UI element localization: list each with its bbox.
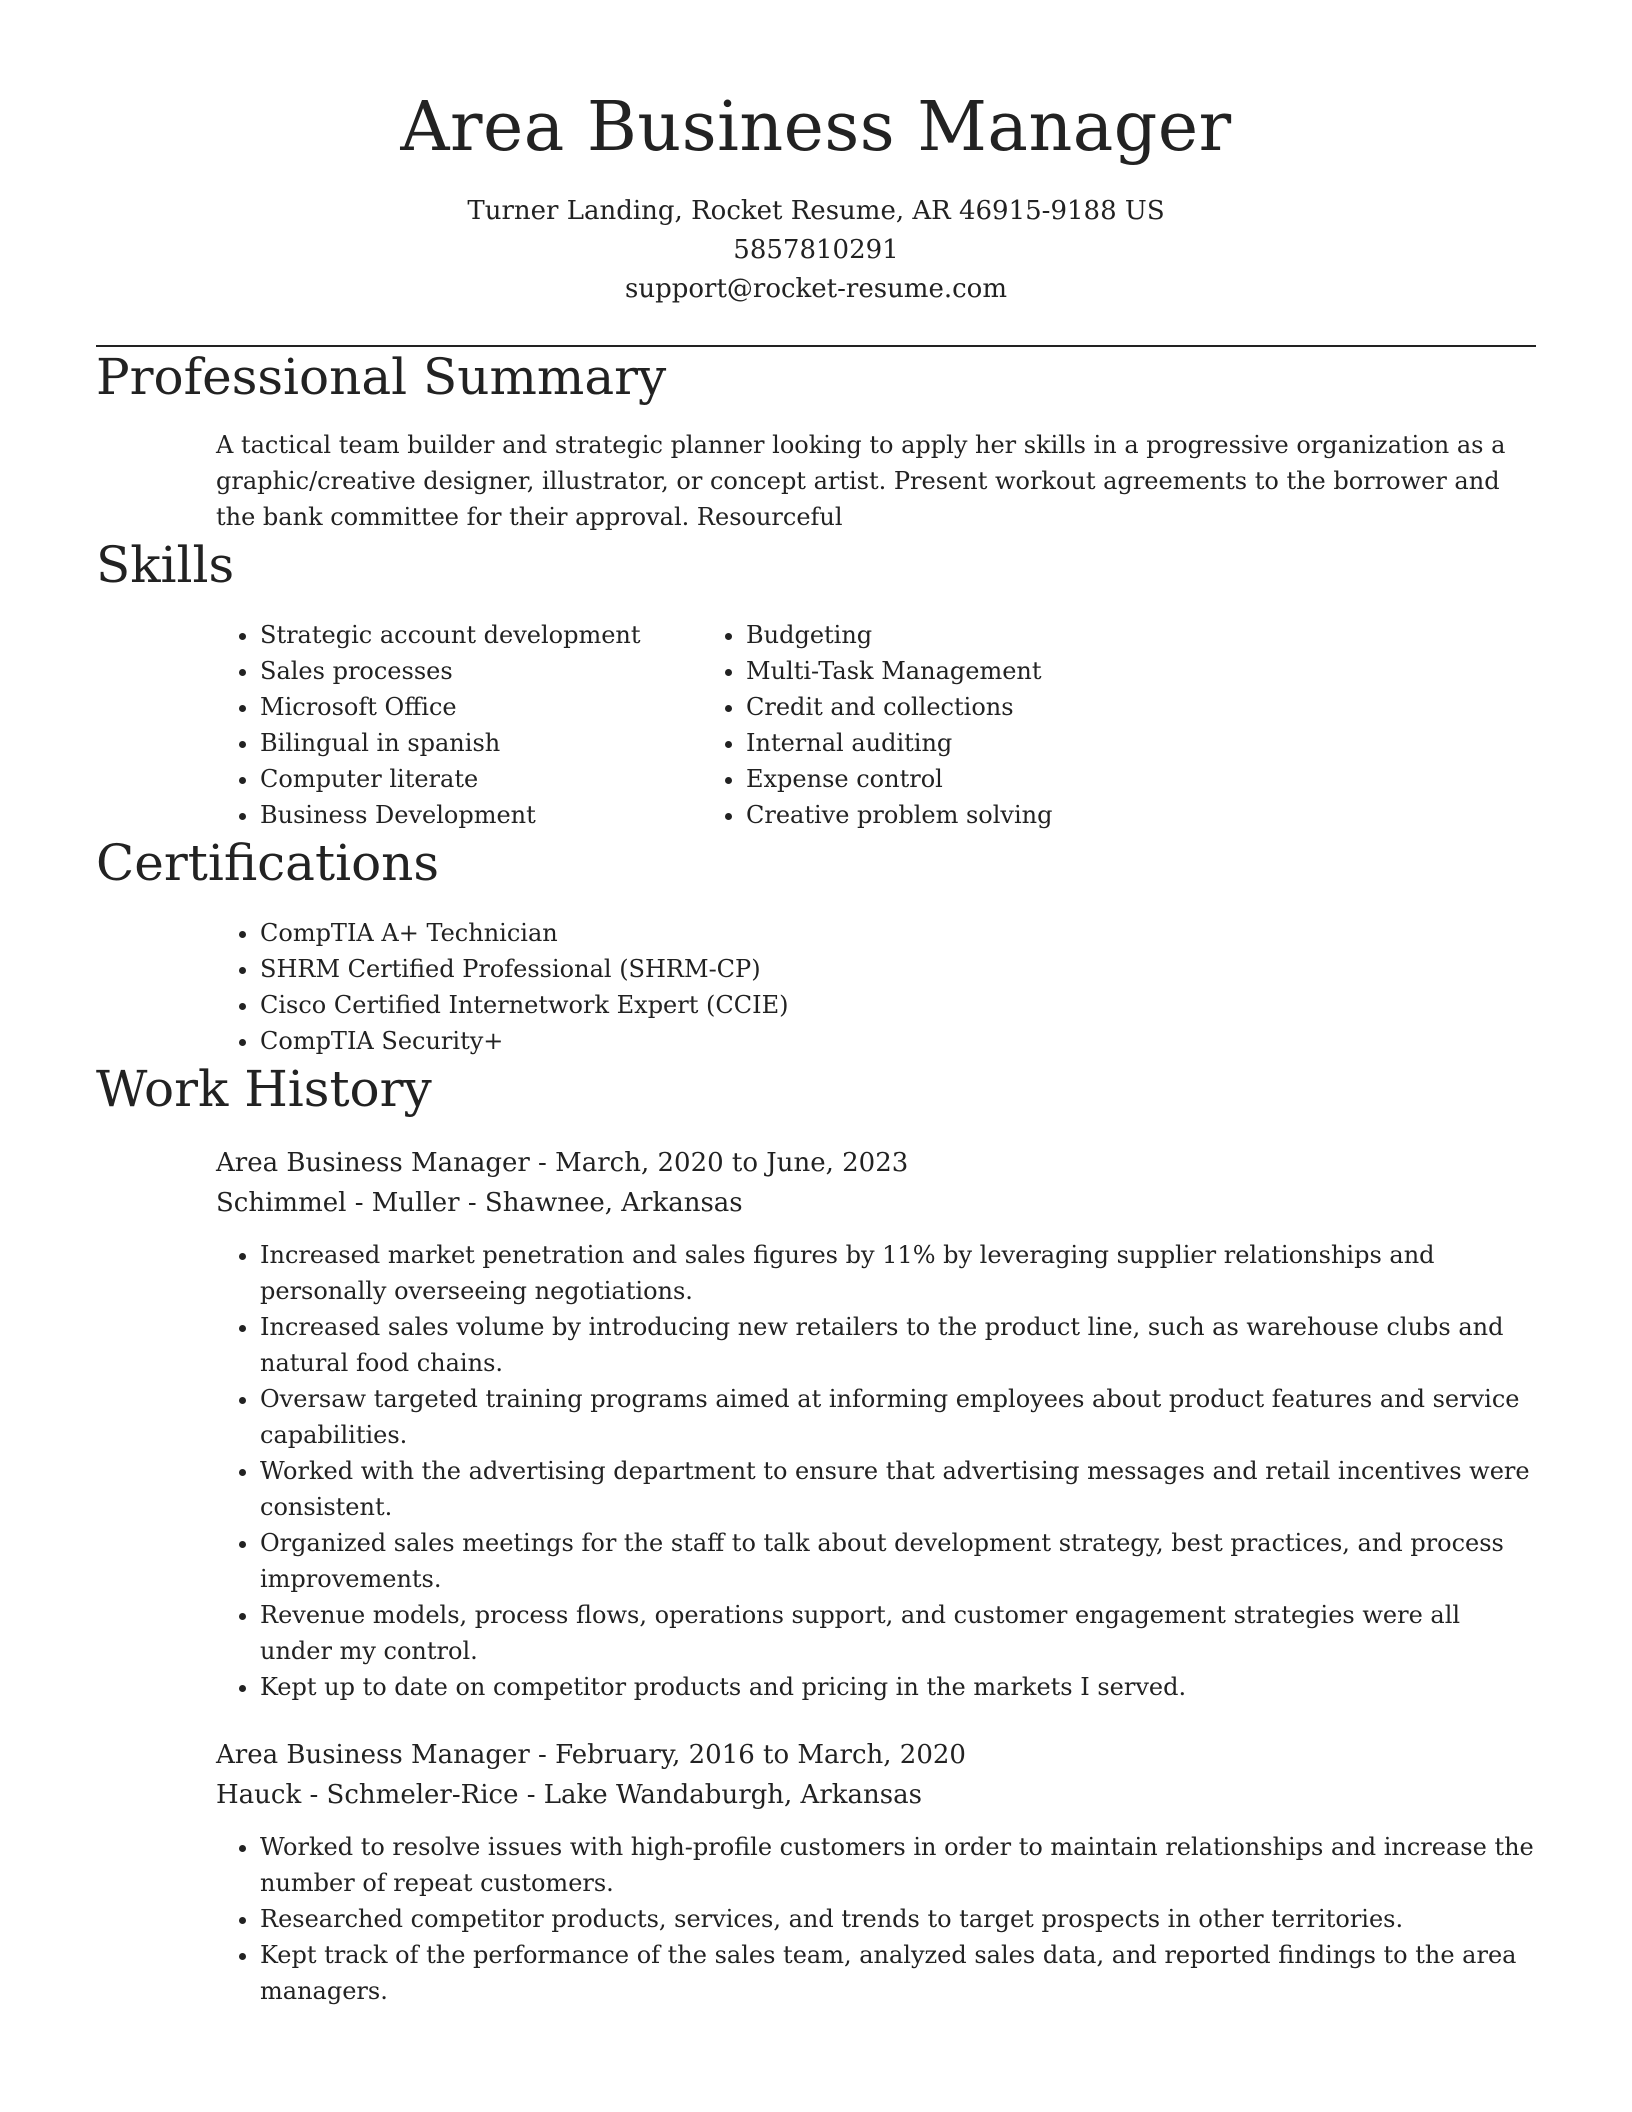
skills-columns	[96, 617, 1536, 833]
skill-item: • Budgeting	[746, 617, 1052, 653]
job-bullet: • Worked to resolve issues with high-profile customers in order to maintain relationships and increase the number of repeat customers.	[260, 1829, 1536, 1901]
job-company-line: Schimmel - Muller - Shawnee, Arkansas	[216, 1188, 743, 1218]
job-bullet: • Increased sales volume by introducing new retailers to the product line, such as warehouse clubs and natural food chains.	[260, 1309, 1536, 1381]
certification-item: • Cisco Certified Internetwork Expert (CCIE)	[260, 987, 1536, 1023]
contact-info	[96, 192, 1536, 309]
certifications-heading: Certifications	[96, 834, 440, 892]
work-history-section	[96, 1059, 1536, 2009]
skill-item: • Creative problem solving	[746, 797, 1052, 833]
summary-section	[96, 347, 1536, 535]
email: support@rocket-resume.com	[624, 274, 1007, 304]
job-company-line: Hauck - Schmeler-Rice - Lake Wandaburgh, Arkansas	[216, 1780, 922, 1810]
skill-item: • Strategic account development	[260, 617, 746, 653]
skill-item: • Sales processes	[260, 653, 746, 689]
skill-item: • Computer literate	[260, 761, 746, 797]
phone: 5857810291	[733, 235, 899, 265]
certifications-section	[96, 833, 1536, 1059]
work-history-heading: Work History	[96, 1060, 432, 1118]
skills-heading: Skills	[96, 536, 235, 594]
job-title-line: Area Business Manager - February, 2016 to March, 2020	[216, 1740, 966, 1770]
job-title-line: Area Business Manager - March, 2020 to June, 2023	[216, 1148, 909, 1178]
job-bullet: • Increased market penetration and sales figures by 11% by leveraging supplier relationships and personally overseeing negotiations.	[260, 1237, 1536, 1309]
certification-item: • SHRM Certified Professional (SHRM-CP)	[260, 951, 1536, 987]
job-bullet: • Worked with the advertising department to ensure that advertising messages and retail incentives were consistent.	[260, 1453, 1536, 1525]
skill-item: • Expense control	[746, 761, 1052, 797]
job-bullet: • Kept track of the performance of the sales team, analyzed sales data, and reported findings to the area managers.	[260, 1937, 1536, 2009]
job-bullets	[96, 1829, 1536, 2009]
certification-item: • CompTIA Security+	[260, 1023, 1536, 1059]
skills-section	[96, 535, 1536, 833]
address: Turner Landing, Rocket Resume, AR 46915-9188 US	[467, 196, 1165, 226]
job-bullet: • Organized sales meetings for the staff to talk about development strategy, best practices, and process improvements.	[260, 1525, 1536, 1597]
job-entry	[96, 1143, 1536, 1705]
certifications-list	[96, 915, 1536, 1059]
job-bullet: • Oversaw targeted training programs aimed at informing employees about product features and service capabilities.	[260, 1381, 1536, 1453]
resume-header	[96, 0, 1536, 309]
job-bullets	[96, 1237, 1536, 1705]
skill-item: • Microsoft Office	[260, 689, 746, 725]
skills-list-right	[582, 617, 1052, 833]
skill-item: • Bilingual in spanish	[260, 725, 746, 761]
skill-item: • Multi-Task Management	[746, 653, 1052, 689]
job-bullet: • Researched competitor products, services, and trends to target prospects in other territories.	[260, 1901, 1536, 1937]
certification-item: • CompTIA A+ Technician	[260, 915, 1536, 951]
job-bullet: • Kept up to date on competitor products and pricing in the markets I served.	[260, 1669, 1536, 1705]
summary-heading: Professional Summary	[96, 348, 667, 406]
skill-item: • Internal auditing	[746, 725, 1052, 761]
candidate-name: Area Business Manager	[400, 88, 1232, 167]
job-entry	[96, 1735, 1536, 2009]
skill-item: • Credit and collections	[746, 689, 1052, 725]
skill-item: • Business Development	[260, 797, 746, 833]
job-bullet: • Revenue models, process flows, operations support, and customer engagement strategies were all under my control.	[260, 1597, 1536, 1669]
summary-text: A tactical team builder and strategic planner looking to apply her skills in a progressive organization as a graphic/creative designer, illustrator, or concept artist. Present workout agreements to the borrower and the bank committee for their approval. Resourceful	[216, 431, 1506, 531]
